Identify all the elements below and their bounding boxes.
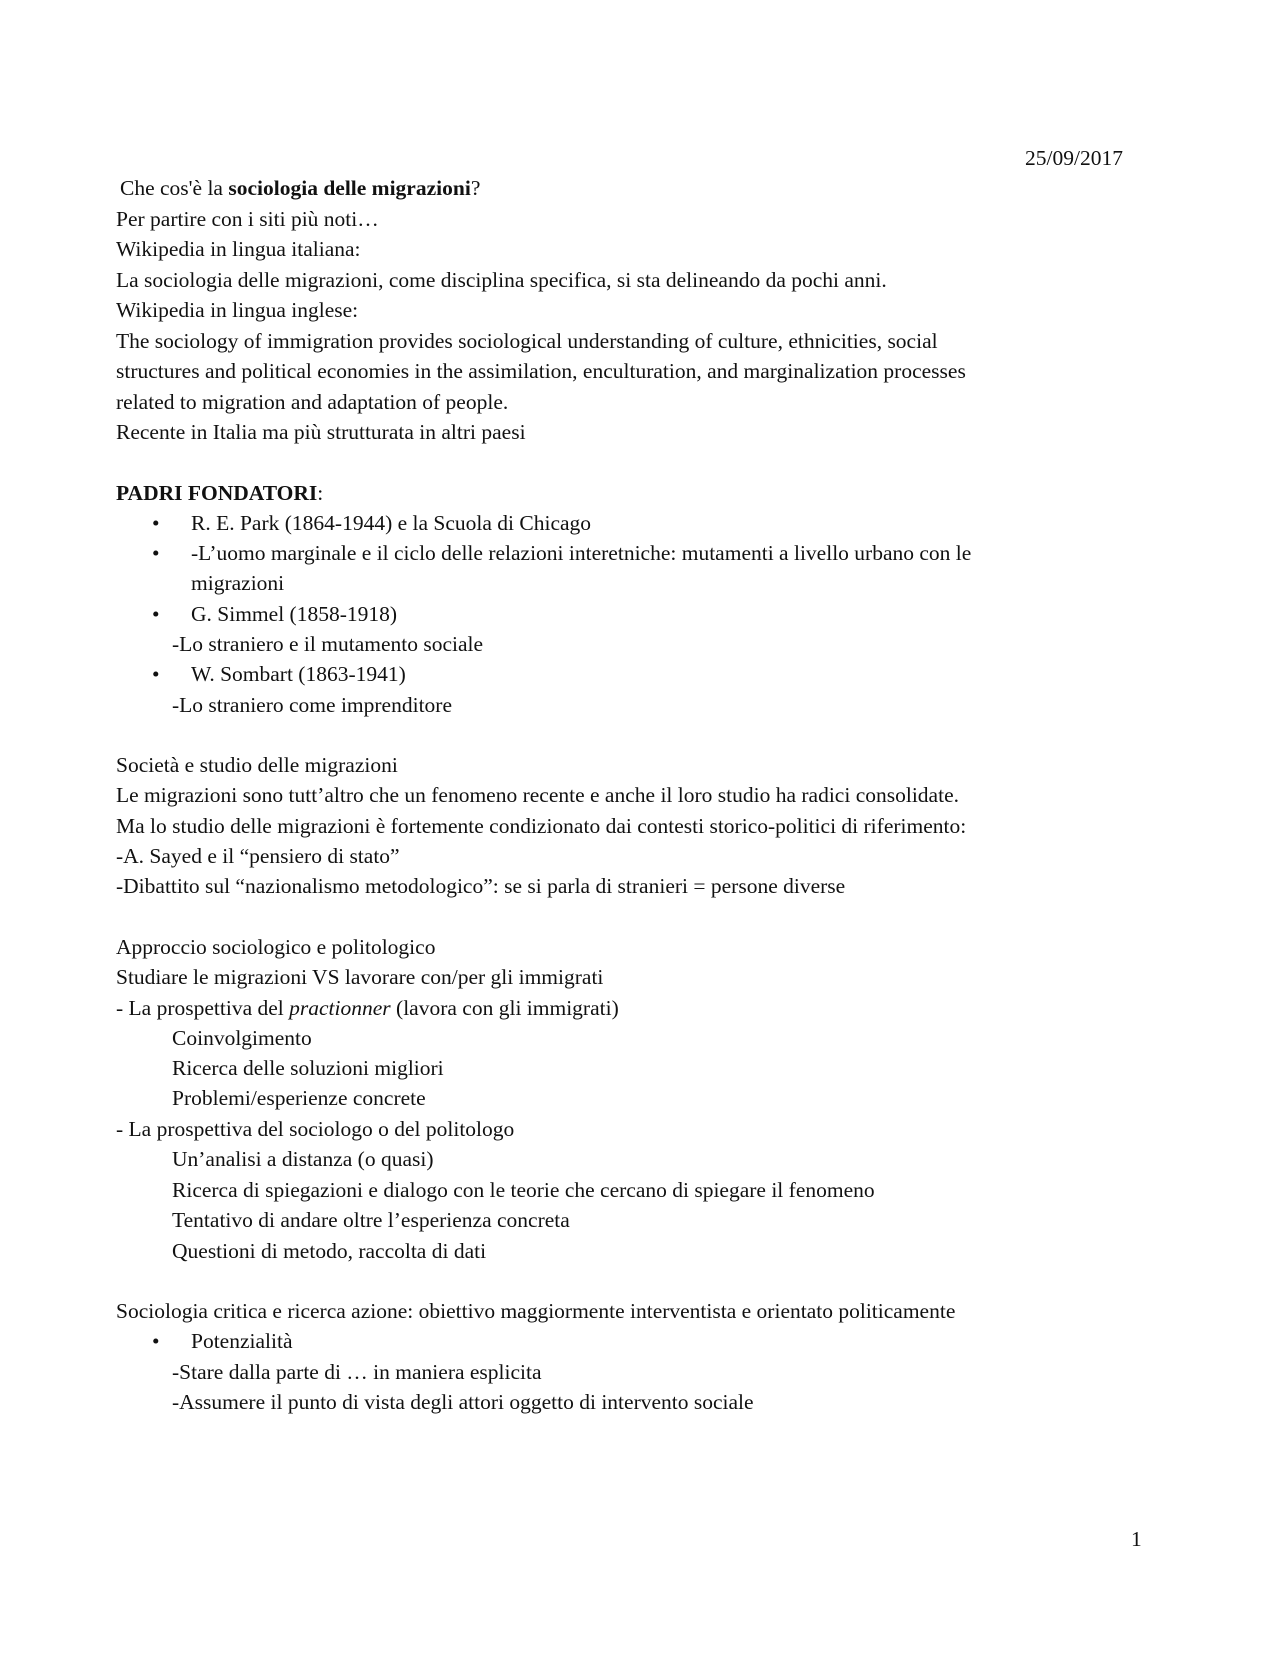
founder-park-desc: -L’uomo marginale e il ciclo delle relazioni interetniche: mutamenti a livello urbano con le — [191, 541, 972, 565]
sociologist-item: Questioni di metodo, raccolta di dati — [172, 1239, 487, 1263]
founders-heading-text: PADRI FONDATORI — [116, 481, 318, 505]
approach-title: Approccio sociologico e politologico — [116, 935, 436, 959]
practitioner-prefix: - La prospettiva del — [116, 996, 290, 1020]
intro-line: The sociology of immigration provides sociological understanding of culture, ethnicities, social — [116, 329, 938, 353]
intro-question — [120, 175, 480, 201]
approach-line: Studiare le migrazioni VS lavorare con/per gli immigrati — [116, 965, 604, 989]
intro-line: La sociologia delle migrazioni, come disciplina specifica, si sta delineando da pochi anni. — [116, 268, 887, 292]
practitioner-term: practionner — [289, 996, 391, 1020]
sociologist-item: Ricerca di spiegazioni e dialogo con le teorie che cercano di spiegare il fenomeno — [172, 1178, 875, 1202]
practitioner-item: Coinvolgimento — [172, 1026, 312, 1050]
intro-line: related to migration and adaptation of people. — [116, 390, 509, 414]
society-line: Le migrazioni sono tutt’altro che un fenomeno recente e anche il loro studio ha radici consolidate. — [116, 783, 959, 807]
founders-heading — [116, 480, 323, 506]
intro-line: Per partire con i siti più noti… — [116, 207, 379, 231]
bullet-marker: • — [152, 1329, 160, 1353]
society-title: Società e studio delle migrazioni — [116, 753, 398, 777]
critical-line: -Assumere il punto di vista degli attori oggetto di intervento sociale — [172, 1390, 754, 1414]
founder-park: R. E. Park (1864-1944) e la Scuola di Chicago — [191, 511, 592, 535]
practitioner-item: Ricerca delle soluzioni migliori — [172, 1056, 444, 1080]
founders-heading-colon: : — [317, 481, 324, 505]
bullet-marker: • — [152, 662, 160, 686]
bullet-marker: • — [152, 541, 160, 565]
intro-line: Wikipedia in lingua italiana: — [116, 237, 361, 261]
founder-simmel-desc: -Lo straniero e il mutamento sociale — [172, 632, 484, 656]
society-line: -Dibattito sul “nazionalismo metodologico”: se si parla di stranieri = persone diverse — [116, 874, 846, 898]
bullet-marker: • — [152, 602, 160, 626]
society-line: -A. Sayed e il “pensiero di stato” — [116, 844, 400, 868]
critical-bullet: Potenzialità — [191, 1329, 293, 1353]
intro-line: structures and political economies in the assimilation, enculturation, and marginalization processes — [116, 359, 966, 383]
sociologist-perspective: - La prospettiva del sociologo o del politologo — [116, 1117, 515, 1141]
practitioner-perspective — [116, 995, 619, 1021]
practitioner-suffix: (lavora con gli immigrati) — [390, 996, 619, 1020]
sociologist-item: Tentativo di andare oltre l’esperienza concreta — [172, 1208, 570, 1232]
bullet-marker: • — [152, 511, 160, 535]
intro-question-bold: sociologia delle migrazioni — [228, 176, 471, 200]
document-date: 25/09/2017 — [1025, 146, 1123, 170]
practitioner-item: Problemi/esperienze concrete — [172, 1086, 426, 1110]
founder-park-desc-cont: migrazioni — [191, 571, 285, 595]
page-number: 1 — [1131, 1527, 1142, 1551]
founder-simmel: G. Simmel (1858-1918) — [191, 602, 398, 626]
sociologist-item: Un’analisi a distanza (o quasi) — [172, 1147, 434, 1171]
critical-title: Sociologia critica e ricerca azione: obiettivo maggiormente interventista e orientato politicamente — [116, 1299, 956, 1323]
society-line: Ma lo studio delle migrazioni è fortemente condizionato dai contesti storico-politici di riferimento: — [116, 814, 967, 838]
founder-sombart-desc: -Lo straniero come imprenditore — [172, 693, 452, 717]
critical-line: -Stare dalla parte di … in maniera esplicita — [172, 1360, 542, 1384]
intro-line: Recente in Italia ma più strutturata in altri paesi — [116, 420, 526, 444]
founder-sombart: W. Sombart (1863-1941) — [191, 662, 406, 686]
intro-question-prefix: Che cos'è la — [120, 176, 229, 200]
intro-line: Wikipedia in lingua inglese: — [116, 298, 359, 322]
intro-question-suffix: ? — [470, 176, 481, 200]
